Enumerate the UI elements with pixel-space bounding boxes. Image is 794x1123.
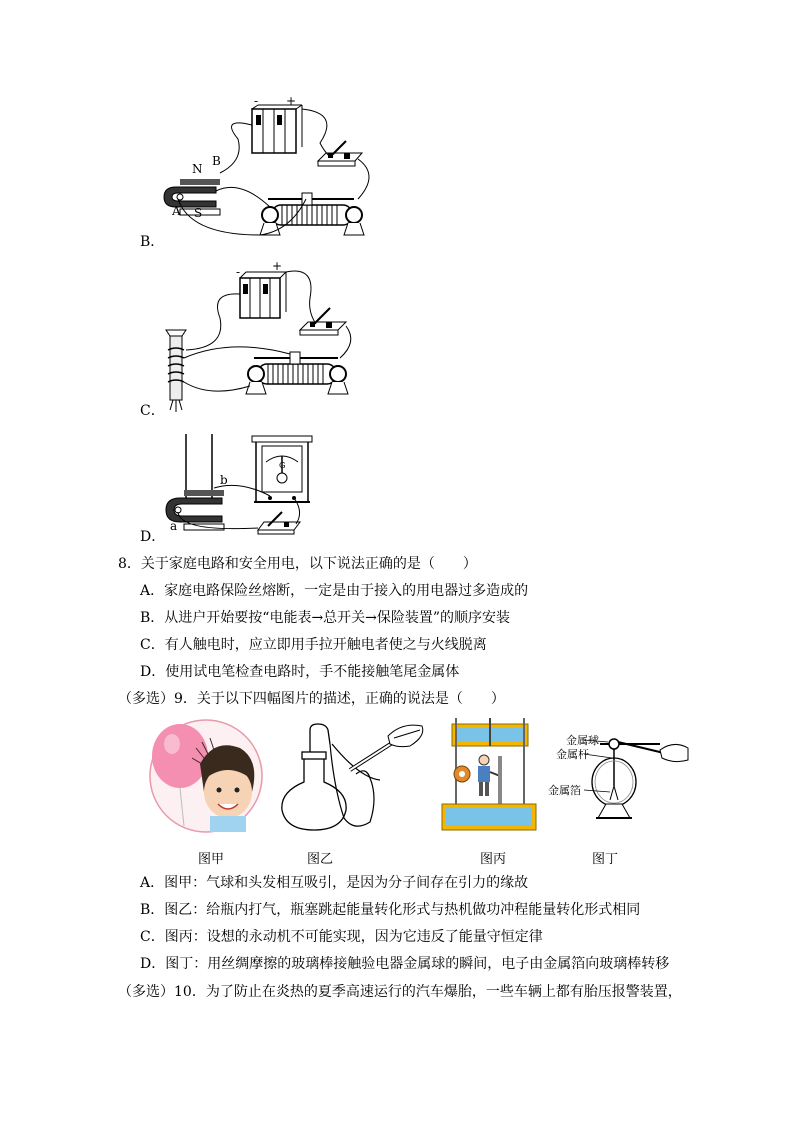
pole-n-label: N xyxy=(192,162,203,176)
battery-minus-label: - xyxy=(254,95,259,108)
q9-option-c: C．图丙：设想的永动机不可能实现，因为它违反了能量守恒定律 xyxy=(140,929,543,945)
water-wheel-icon xyxy=(454,766,470,782)
rheostat-icon xyxy=(260,193,364,235)
battery-plus-label: + xyxy=(272,259,283,273)
figure-d-circuit xyxy=(140,432,380,542)
q9-option-d: D．图丁：用丝绸摩擦的玻璃棒接触验电器金属球的瞬间，电子由金属箔向玻璃棒转移 xyxy=(140,956,670,972)
q8-option-b: B．从进户开始要按“电能表→总开关→保险装置”的顺序安装 xyxy=(140,610,511,626)
figure-b-circuit xyxy=(140,95,380,255)
pole-s-label: S xyxy=(194,206,203,220)
point-a-label: A xyxy=(172,204,181,218)
q8-stem: 8．关于家庭电路和安全用电，以下说法正确的是（ ） xyxy=(118,556,477,572)
q9-option-a: A．图甲：气球和头发相互吸引，是因为分子间存在引力的缘故 xyxy=(140,875,529,891)
rheostat-icon xyxy=(246,352,348,394)
q8-option-c: C．有人触电时，应立即用手拉开触电者使之与火线脱离 xyxy=(140,637,487,653)
option-b-label: B． xyxy=(140,234,165,250)
battery-icon xyxy=(240,272,286,318)
q8-option-a: A．家庭电路保险丝熔断，一定是由于接入的用电器过多造成的 xyxy=(140,583,529,599)
conductor-rod-icon xyxy=(186,434,212,498)
battery-icon xyxy=(252,105,302,153)
switch-icon xyxy=(300,308,346,335)
q9-stem: （多选）9．关于以下四幅图片的描述，正确的说法是（ ） xyxy=(118,691,505,707)
q8-option-d: D．使用试电笔检查电路时，手不能接触笔尾金属体 xyxy=(140,664,460,680)
point-a-label: a xyxy=(170,519,178,533)
point-b-label: b xyxy=(220,473,228,487)
caption-ding: 图丁 xyxy=(592,852,619,867)
figure-jia-balloon-girl xyxy=(148,718,264,834)
man-figure-icon xyxy=(478,755,500,796)
switch-icon xyxy=(258,512,300,534)
option-c-label: C． xyxy=(140,403,165,419)
battery-plus-label: + xyxy=(286,95,297,108)
figure-ding-electroscope xyxy=(540,724,690,834)
galvanometer-letter: G xyxy=(279,461,286,470)
ding-label-metal-rod: 金属杆 xyxy=(556,748,589,761)
q9-option-b: B．图乙：给瓶内打气，瓶塞跳起能量转化形式与热机做功冲程能量转化形式相同 xyxy=(140,902,641,918)
option-d-label: D． xyxy=(140,529,166,545)
q10-stem: （多选）10．为了防止在炎热的夏季高速运行的汽车爆胎，一些车辆上都有胎压报警装置， xyxy=(118,984,682,1000)
flask-icon xyxy=(282,724,346,830)
electroscope-icon xyxy=(592,739,660,818)
ding-label-metal-ball: 金属球 xyxy=(566,734,599,747)
figure-bing-perpetual-motion xyxy=(440,716,540,834)
caption-bing: 图丙 xyxy=(480,852,507,867)
ding-label-metal-foil: 金属箔 xyxy=(548,784,581,797)
battery-minus-label: - xyxy=(236,265,241,279)
water-tank-bottom-icon xyxy=(442,804,536,830)
solenoid-coil-icon xyxy=(166,330,186,412)
figure-c-circuit xyxy=(140,258,380,418)
caption-yi: 图乙 xyxy=(307,852,334,867)
switch-icon xyxy=(318,141,362,166)
caption-jia: 图甲 xyxy=(198,852,225,867)
figure-yi-flask-pump xyxy=(270,718,430,834)
hand-pump-icon xyxy=(350,725,423,770)
point-b-label: B xyxy=(212,154,221,168)
